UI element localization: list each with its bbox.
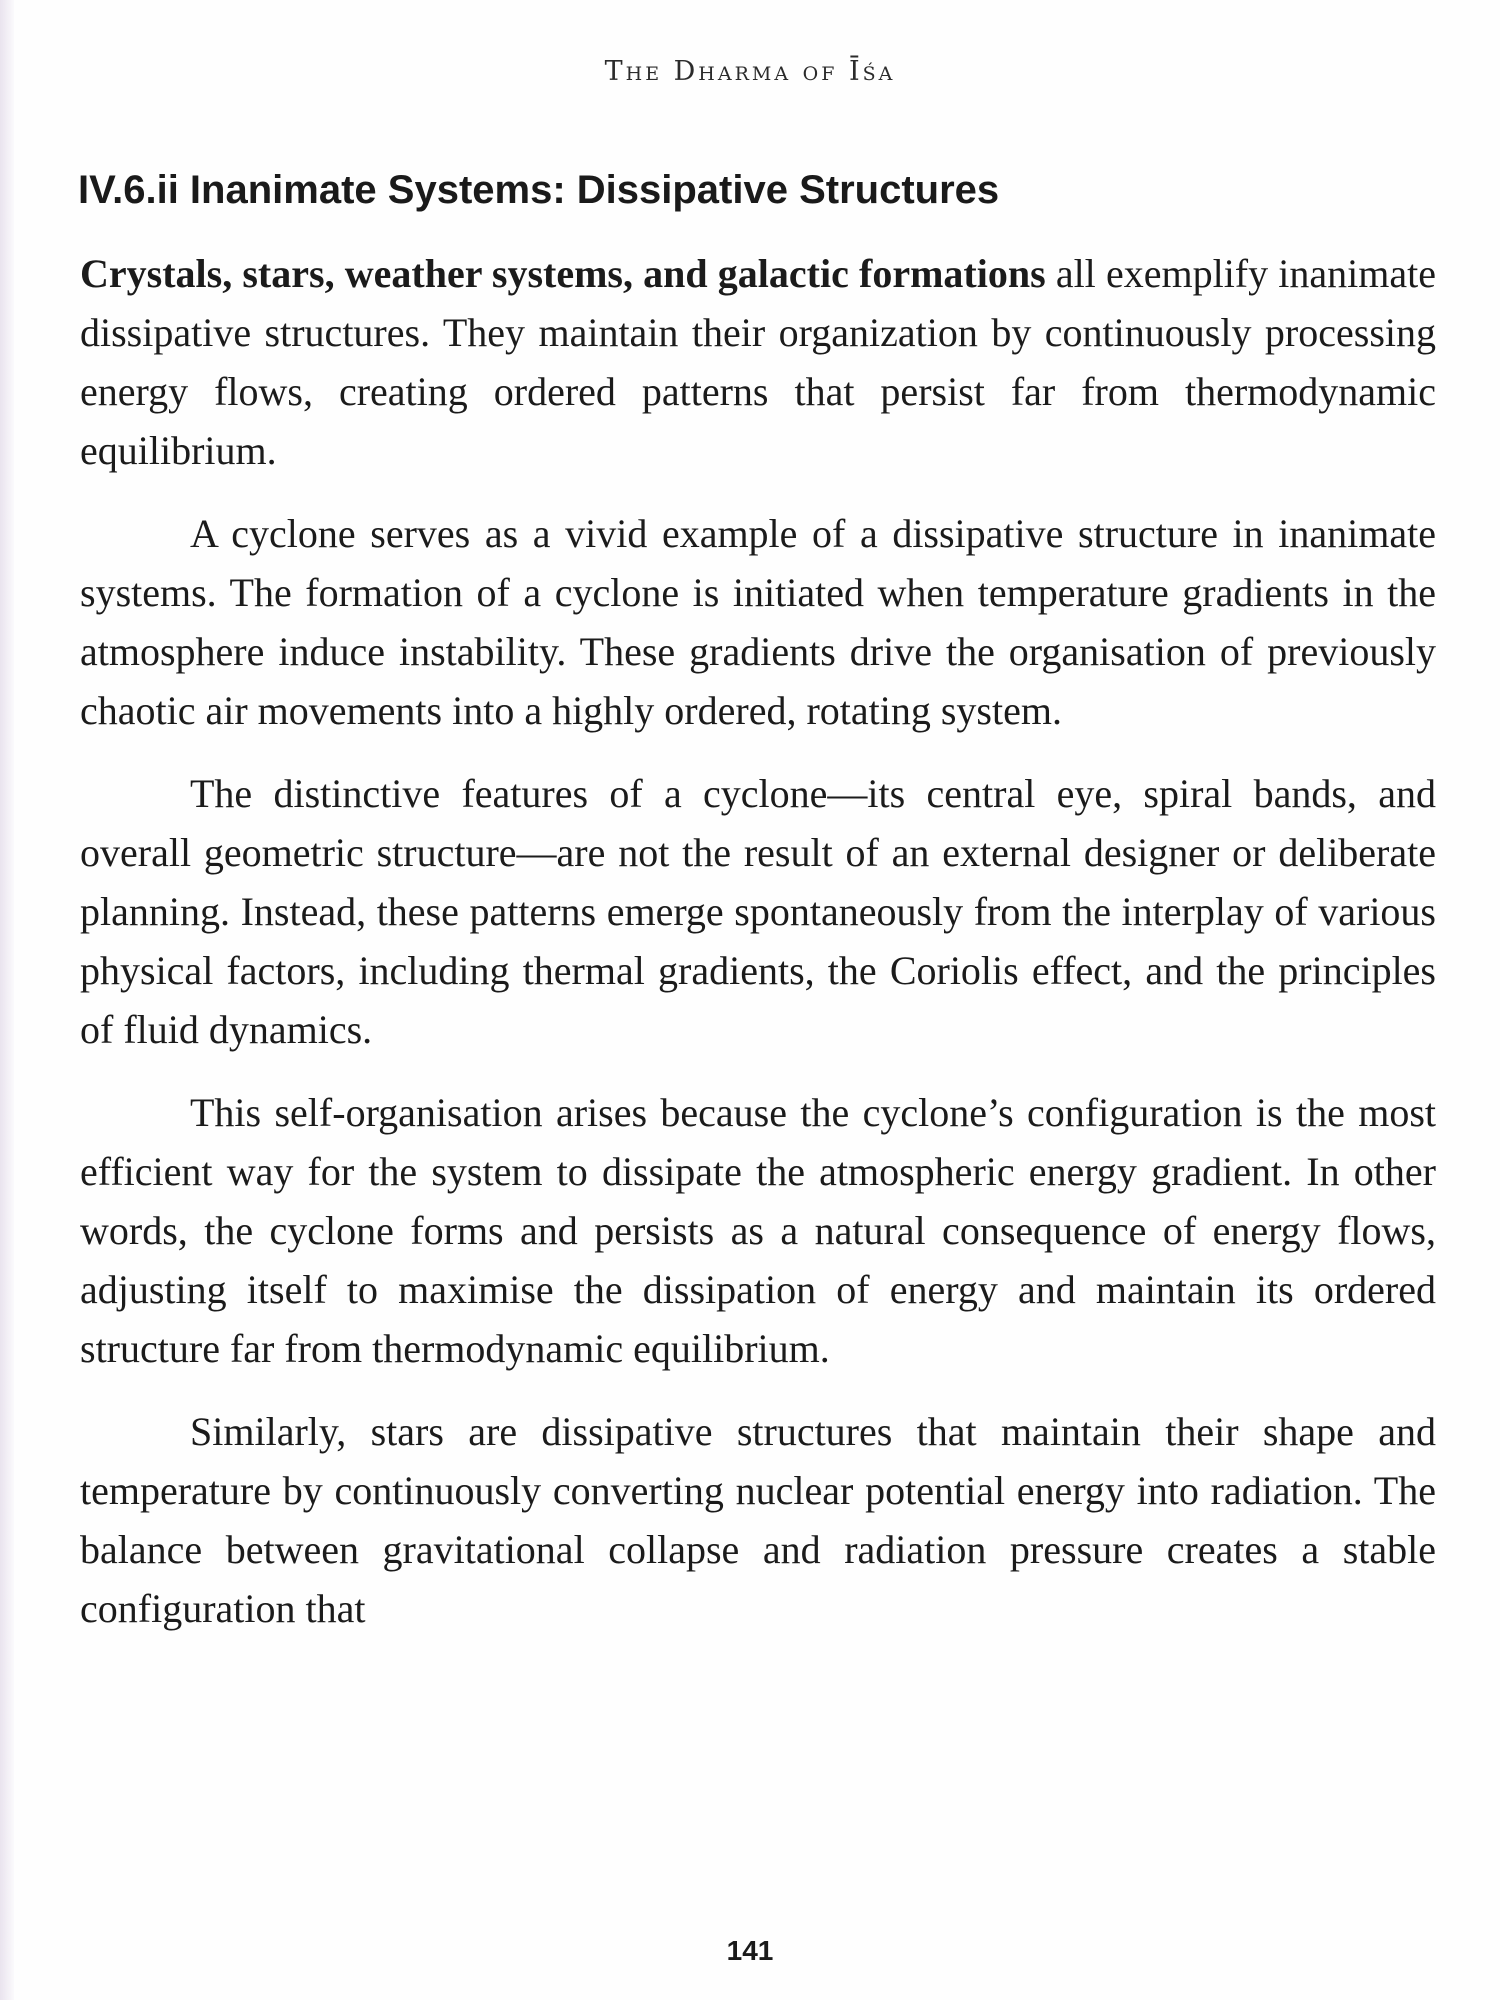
paragraph-3: The distinctive features of a cyclone—its central eye, spiral bands, and overall geometric structure—are not the result of an external designer or deliberate planning. Instead, these patterns emerge spontaneously from the interplay of various physical factors, including thermal gradients, the Coriolis effect, and the principles of fluid dynamics. [80, 771, 1436, 1052]
paragraph-1-text: all exemplify inanimate dissipative structures. They maintain their organization by continuously processing energy flows, creating ordered patterns that persist far from thermodynamic equilibrium. [80, 251, 1436, 473]
page-number: 141 [726, 1935, 774, 1966]
paragraph-5: Similarly, stars are dissipative structures that maintain their shape and temperature by continuously converting nuclear potential energy into radiation. The balance between gravitational collapse and radiation pressure creates a stable configuration that [80, 1409, 1436, 1631]
paragraph-1 [80, 244, 1436, 480]
lead-bold-phrase: Crystals, stars, weather systems, and galactic formations [80, 251, 1046, 296]
body-text [80, 244, 1436, 1662]
paragraph-4: This self-organisation arises because the cyclone’s configuration is the most efficient way for the system to dissipate the atmospheric energy gradient. In other words, the cyclone forms and persists as a natural consequence of energy flows, adjusting itself to maximise the dissipation of energy and maintain its ordered structure far from thermodynamic equilibrium. [80, 1090, 1436, 1371]
running-header: The Dharma of Īśa [604, 56, 896, 87]
page-gutter-edge [0, 0, 14, 2000]
section-heading: IV.6.ii Inanimate Systems: Dissipative Structures [78, 168, 1000, 212]
paragraph-2: A cyclone serves as a vivid example of a dissipative structure in inanimate systems. The formation of a cyclone is initiated when temperature gradients in the atmosphere induce instability. These gradients drive the organisation of previously chaotic air movements into a highly ordered, rotating system. [80, 511, 1436, 733]
